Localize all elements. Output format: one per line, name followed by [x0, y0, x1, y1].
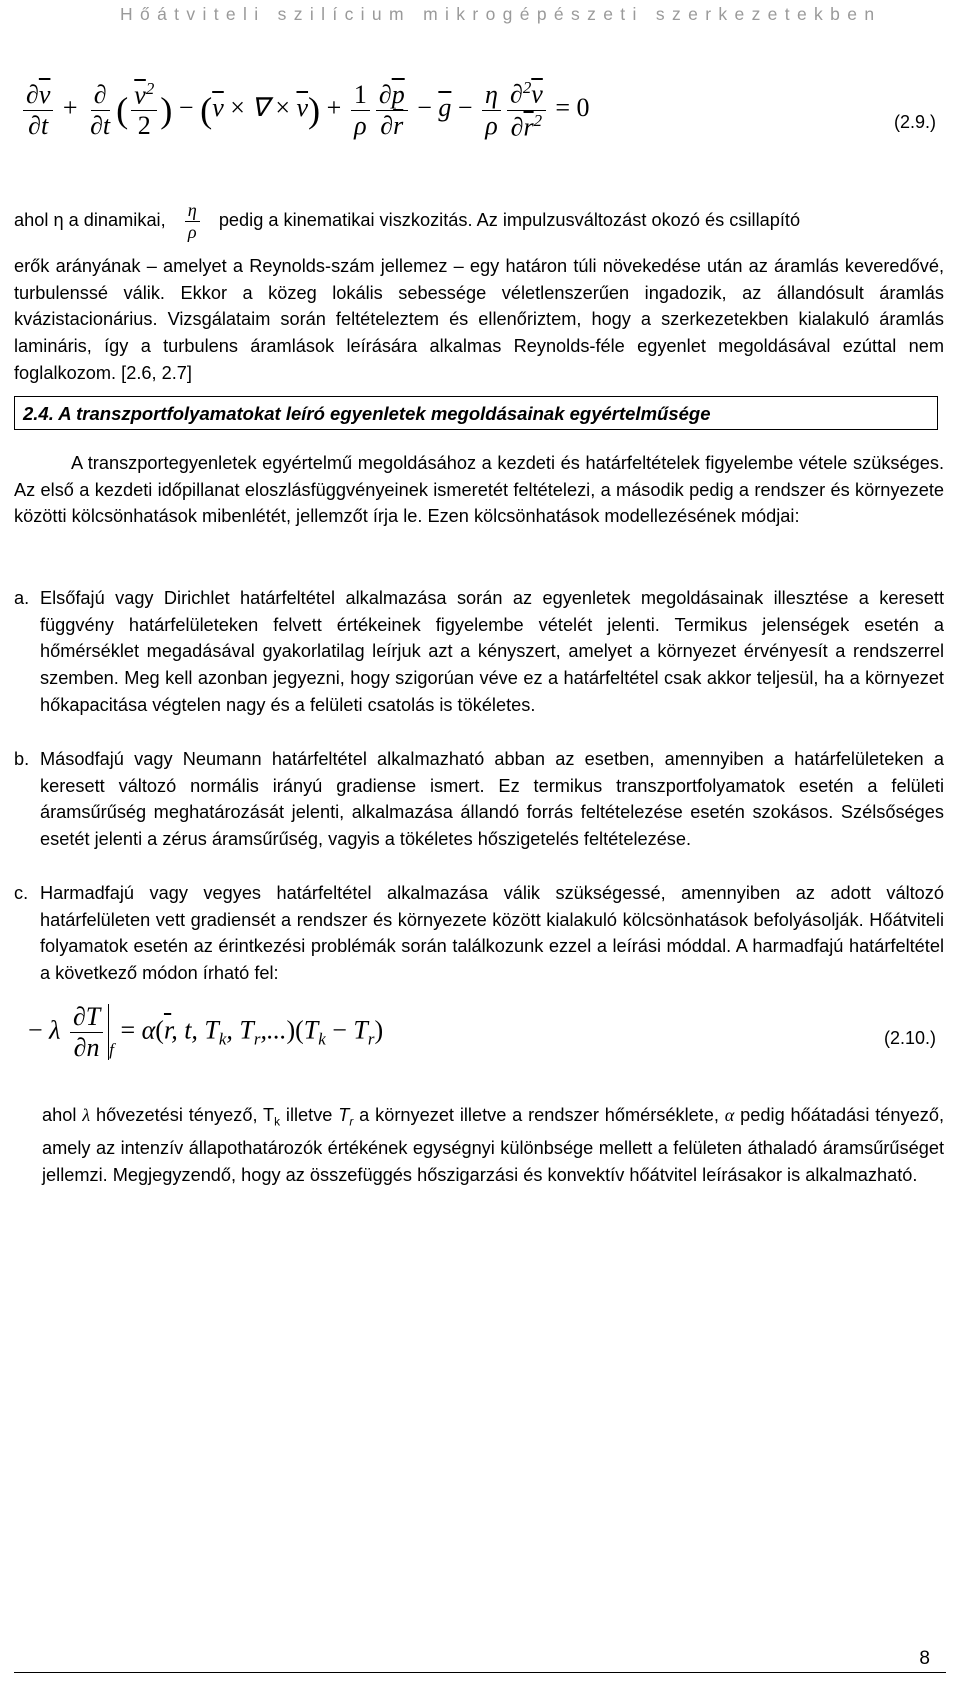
page-number: 8	[919, 1648, 930, 1669]
equation-number-2-9: (2.9.)	[893, 112, 936, 132]
viscosity-line	[14, 200, 944, 243]
eta-symbol: η	[185, 200, 200, 222]
section-heading: 2.4. A transzportfolyamatokat leíró egyenletek megoldásainak egyértelműsége	[14, 396, 938, 430]
equation-2-10: − λ $\frac{\partial T}{\partial n}$ $_f = \alpha(\overline{r}$, t, $T_k$, $T_r,...)(T_k - T_r)$	[28, 1002, 384, 1062]
viscosity-after: pedig a kinematikai viszkozitás. Az impulzusváltozást okozó és csillapító	[218, 210, 801, 231]
viscosity-before: ahol η a dinamikai,	[14, 210, 166, 231]
equation-number-2-10: (2.10.)	[883, 1028, 936, 1048]
paragraph-uniqueness: A transzportegyenletek egyértelmű megoldásához a kezdeti és határfeltételek figyelembe vétele szükséges. Az első a kezdeti időpillanat eloszlásfüggvényeinek ismeretét feltételezi, a második pedig a rendszer és környezete közötti kölcsönhatások mibenlétét, jellemzőt írja le. Ezen kölcsönhatások modellezésének módjai:	[14, 453, 944, 527]
paragraph-definitions: ahol λ hővezetési tényező, $T_k$ illetve $T_r$ a környezet illetve a rendszer hőmérséklete, α pedig hőátadási tényező, amely az intenzív állapothatározók értékének egységnyi különbsége mellett a felületen áthaladó áramsűrűséget jellemzi. Megjegyzendő, hogy az összefüggés hőszigarzási és konvektív hőátvitel leírásakor is alkalmazható.	[42, 1105, 944, 1186]
equation-2-9: $\frac{\partial\overline{v}}{\partial t}$ + $\frac{\partial}{\partial t}$ ( $\frac{\overline{v}^2}{2}$ ) − ($\overline{v}$ × ∇ × $\overline{v}$) + $\frac{1}{\rho}$ $\frac{\partial\overline{p}}{\partial\overline{r}}$ − $\overline{g}$ − $\frac{\eta}{\rho}$ $\frac{\partial^2\overline{v}}{\partial\overline{r}^2}$ = 0	[20, 78, 589, 142]
footer-rule	[14, 1672, 946, 1673]
running-header: Hőátviteli szilícium mikrogépészeti szerkezetekben	[120, 4, 882, 24]
paragraph-reynolds: erők arányának – amelyet a Reynolds-szám jellemez – egy határon túli növekedése után az áramlás keveredővé, turbulenssé válik. Ekkor a közeg lokális sebessége véletlenszerűen ingadozik, az állandósult áramlás kvázistacionárius. Vizsgálataim során feltételeztem és ellenőriztem, hogy a szerkezetekben kialakuló áramlás lamináris, így a turbulens áramlások leírására alkalmas Reynolds-féle egyenlet megoldásával ezúttal nem foglalkozom. [2.6, 2.7]	[14, 256, 944, 383]
rho-symbol: ρ	[187, 221, 197, 242]
lambda-symbol: λ	[82, 1105, 91, 1125]
alpha-symbol: α	[724, 1105, 735, 1125]
